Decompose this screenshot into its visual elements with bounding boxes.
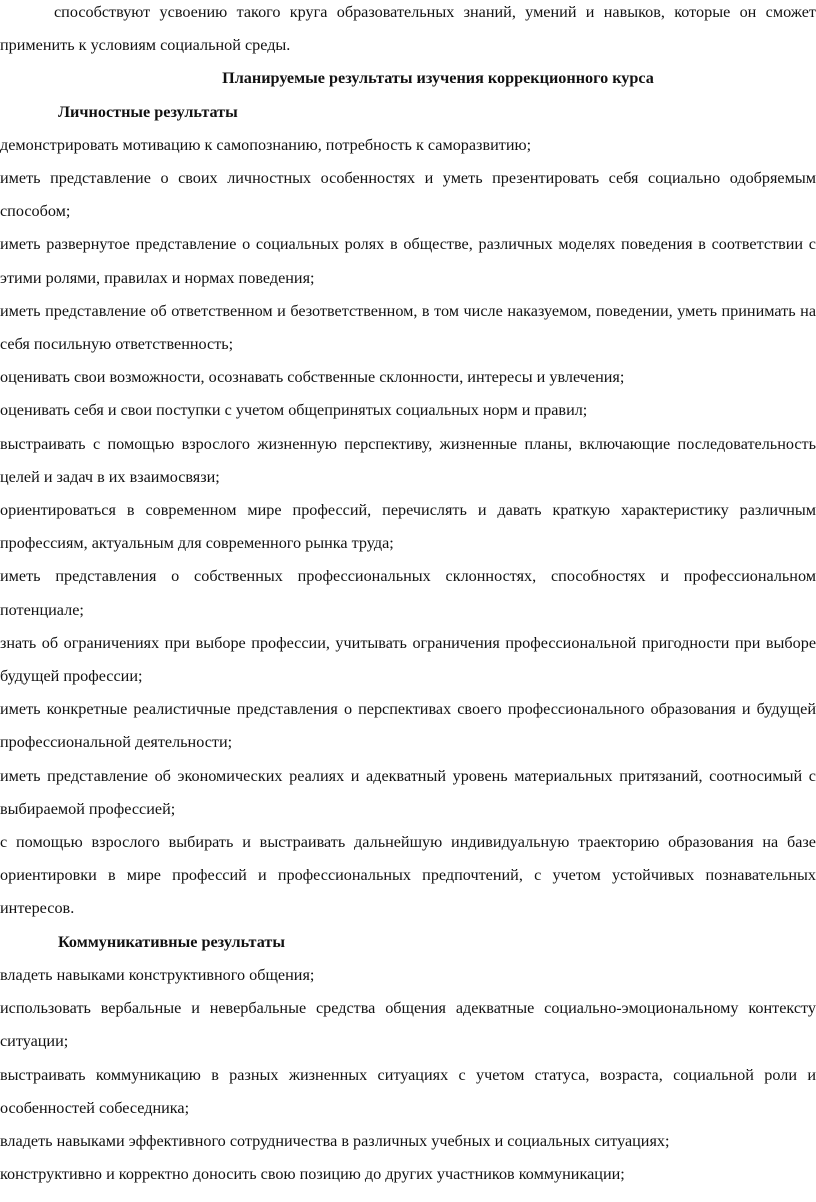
list-item: иметь конкретные реалистичные представления о перспективах своего профессионального образования и будущей профессиональной деятельности; <box>0 700 816 752</box>
list-item: выстраивать коммуникацию в разных жизненных ситуациях с учетом статуса, возраста, социальной роли и особенностей собеседника; <box>0 1065 816 1117</box>
list-item: знать об ограничениях при выборе профессии, учитывать ограничения профессиональной пригодности при выборе будущей профессии; <box>0 633 816 686</box>
personal-results-list <box>0 129 816 926</box>
section-title: Планируемые результаты изучения коррекционного курса <box>222 69 654 88</box>
list-item: иметь представления о собственных профессиональных склонностях, способностях и профессиональном потенциале; <box>0 567 816 619</box>
list-item: конструктивно и корректно доносить свою позицию до других участников коммуникации; <box>0 1165 625 1184</box>
list-item: оценивать свои возможности, осознавать собственные склонности, интересы и увлечения; <box>0 368 625 387</box>
list-item: ориентироваться в современном мире профессий, перечислять и давать краткую характеристику различным профессиям, актуальным для современного рынка труда; <box>0 501 816 553</box>
list-item: иметь представление об экономических реалиях и адекватный уровень материальных притязаний, соотносимый с выбираемой профессией; <box>0 766 816 818</box>
list-item: иметь представление о своих личностных особенностях и уметь презентировать себя социально одобряемым способом; <box>0 169 816 221</box>
list-item: демонстрировать мотивацию к самопознанию, потребность к саморазвитию; <box>0 135 532 154</box>
list-item: иметь развернутое представление о социальных ролях в обществе, различных моделях поведения в соответствии с этими ролями, правилах и нормах поведения; <box>0 235 816 287</box>
list-item: иметь представление об ответственном и безответственном, в том числе наказуемом, поведении, уметь принимать на себя посильную ответственность; <box>0 301 816 354</box>
communicative-results-heading: Коммуникативные результаты <box>58 932 285 951</box>
list-item: с помощью взрослого выбирать и выстраивать дальнейшую индивидуальную траекторию образования на базе ориентировки в мире профессий и профессиональных предпочтений, с учетом устойчивых познавательных интересов. <box>0 833 816 918</box>
personal-results-heading: Личностные результаты <box>58 102 238 121</box>
communicative-results-list <box>0 959 816 1191</box>
intro-paragraph: способствуют усвоению такого круга образовательных знаний, умений и навыков, которые он сможет применить к условиям социальной среды. <box>0 3 816 55</box>
list-item: выстраивать с помощью взрослого жизненную перспективу, жизненные планы, включающие последовательность целей и задач в их взаимосвязи; <box>0 434 816 486</box>
list-item: использовать вербальные и невербальные средства общения адекватные социально-эмоциональному контексту ситуации; <box>0 999 816 1051</box>
list-item: оценивать себя и свои поступки с учетом общепринятых социальных норм и правил; <box>0 401 588 420</box>
list-item: владеть навыками конструктивного общения; <box>0 965 315 984</box>
list-item: владеть навыками эффективного сотрудничества в различных учебных и социальных ситуациях; <box>0 1131 670 1150</box>
